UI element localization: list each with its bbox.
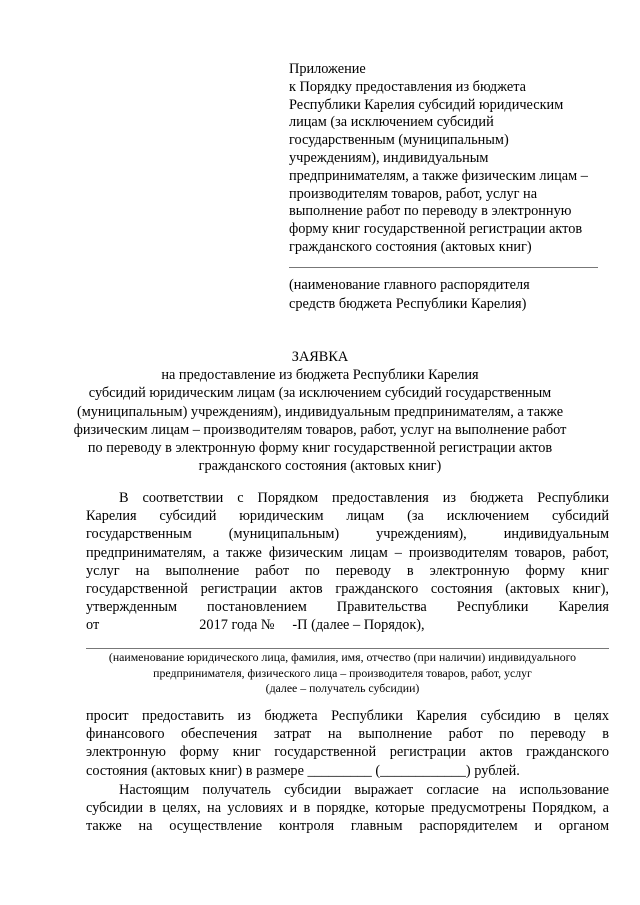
title-line: по переводу в электронную форму книг государственной регистрации актов bbox=[87, 440, 553, 457]
appendix-line: производителям товаров, работ, услуг на bbox=[289, 185, 538, 202]
body-paragraph-3 bbox=[86, 781, 609, 836]
appendix-line: лицам (за исключением субсидий bbox=[289, 114, 494, 131]
appendix-line: учреждениям), индивидуальным bbox=[289, 149, 489, 166]
recipient-blank-line bbox=[86, 648, 609, 649]
body-line: финансового обеспечения затрат на выполнение работ по переводу в bbox=[86, 726, 609, 743]
body-line: просит предоставить из бюджета Республики Карелия субсидию в целях bbox=[86, 708, 609, 724]
body-line: утвержденным постановлением Правительства Республики Карелия bbox=[86, 599, 609, 616]
appendix-line: к Порядку предоставления из бюджета bbox=[289, 78, 526, 95]
decree-date-line: от 2017 года № -П (далее – Порядок), bbox=[86, 617, 425, 633]
appendix-line: государственным (муниципальным) bbox=[289, 132, 509, 149]
appendix-line: гражданского состояния (актовых книг) bbox=[289, 238, 532, 255]
recipient-caption-line: (наименование юридического лица, фамилия, имя, отчество (при наличии) индивидуального bbox=[108, 650, 577, 664]
body-line: состояния (актовых книг) в размере _________ (____________) рублей. bbox=[86, 762, 520, 779]
appendix-line: Приложение bbox=[289, 61, 366, 77]
appendix-line: выполнение работ по переводу в электронную bbox=[289, 203, 572, 220]
recipient-caption bbox=[70, 650, 615, 697]
body-line: Карелия субсидий юридическим лицам (за исключением субсидий bbox=[86, 508, 609, 525]
body-line: электронную форму книг государственной регистрации актов гражданского bbox=[86, 744, 609, 761]
appendix-line: форму книг государственной регистрации актов bbox=[289, 221, 583, 238]
recipient-caption-line: предпринимателя, физического лица – производителя товаров, работ, услуг bbox=[153, 665, 532, 680]
title-line: на предоставление из бюджета Республики Карелия bbox=[161, 367, 479, 384]
appendix-header bbox=[289, 61, 609, 257]
body-paragraph-2 bbox=[86, 707, 609, 780]
body-line: также на осуществление контроля главным распорядителем и органом bbox=[86, 818, 609, 835]
application-title bbox=[70, 348, 570, 475]
body-line: субсидии в целях, на условиях и в порядке, которые предусмотрены Порядком, а bbox=[86, 800, 609, 817]
ministry-caption-line: (наименование главного распорядителя bbox=[289, 277, 530, 293]
title-line: физическим лицам – производителям товаров, работ, услуг на выполнение работ bbox=[73, 421, 567, 438]
title-line: субсидий юридическим лицам (за исключением субсидий государственным bbox=[88, 385, 552, 402]
ministry-caption bbox=[289, 276, 609, 314]
body-paragraph-1 bbox=[86, 489, 609, 616]
body-line: В соответствии с Порядком предоставления из бюджета Республики bbox=[119, 490, 609, 506]
title-line: (муниципальным) учреждениям), индивидуальным предпринимателям, а также bbox=[76, 403, 564, 420]
body-line: предпринимателям, а также физическим лицам – производителям товаров, работ, bbox=[86, 544, 609, 561]
body-line: услуг на выполнение работ по переводу в электронную форму книг bbox=[86, 562, 609, 579]
appendix-line: предпринимателям, а также физическим лицам – bbox=[289, 167, 588, 184]
title-heading: ЗАЯВКА bbox=[291, 349, 349, 365]
title-line: гражданского состояния (актовых книг) bbox=[198, 458, 442, 475]
appendix-line: Республики Карелия субсидий юридическим bbox=[289, 96, 564, 113]
body-line: Настоящим получатель субсидии выражает согласие на использование bbox=[119, 782, 609, 798]
ministry-caption-line: средств бюджета Республики Карелия) bbox=[289, 296, 527, 312]
recipient-caption-line: (далее – получатель субсидии) bbox=[265, 681, 420, 695]
body-line: государственной регистрации актов гражданского состояния (актовых книг), bbox=[86, 580, 609, 597]
body-line: государственным (муниципальным) учреждениям), индивидуальным bbox=[86, 526, 609, 543]
ministry-blank-line bbox=[289, 267, 598, 268]
